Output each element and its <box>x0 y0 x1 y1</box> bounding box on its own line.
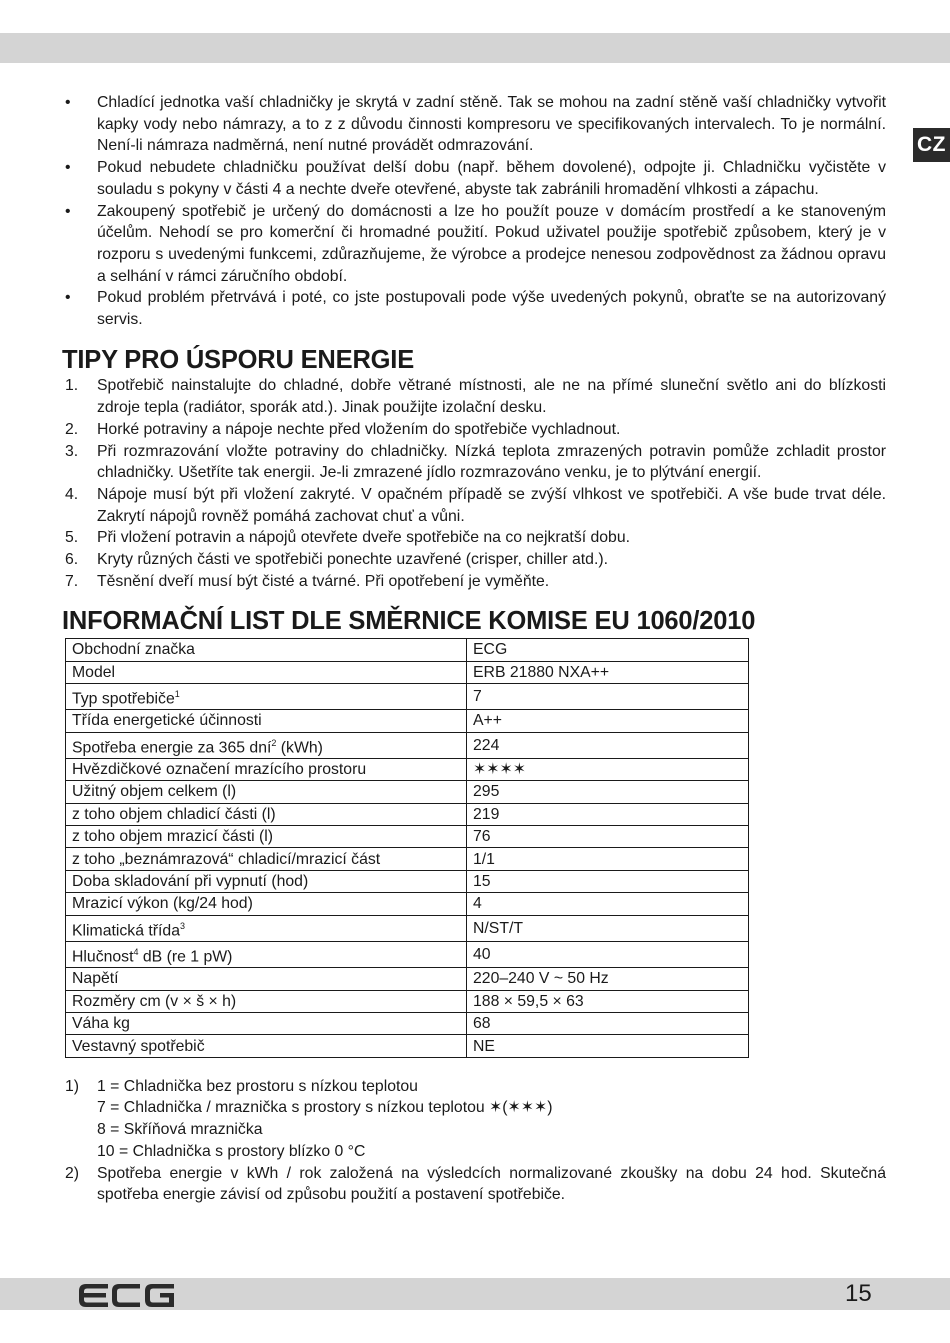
row-label-text: z toho objem chladicí části (l) <box>72 805 276 823</box>
table-row <box>66 893 749 915</box>
row-value: 219 <box>467 803 749 825</box>
row-value: 68 <box>467 1012 749 1034</box>
footnote-line: 1 = Chladnička bez prostoru s nízkou teplotou <box>97 1077 418 1095</box>
table-row <box>66 758 749 780</box>
footnote-line: 10 = Chladnička s prostory blízko 0 °C <box>97 1142 366 1160</box>
row-label-text: Typ spotřebiče <box>72 690 175 708</box>
tip-number: 4. <box>65 485 79 503</box>
row-label <box>66 1035 467 1057</box>
row-value: 188 × 59,5 × 63 <box>467 990 749 1012</box>
top-header-bar <box>0 33 950 63</box>
table-row <box>66 781 749 803</box>
row-label-text: Hvězdičkové označení mrazícího prostoru <box>72 761 367 779</box>
bullet-item: • Zakoupený spotřebič je určený do domácnosti a lze ho použít pouze v domácím prostředí a ke stanoveným účelům. Nehodí se pro komerční či hromadné použití. Pokud uživatel použije spotřebič způsobem, který je v rozporu s uvedenými funkcemi, zdůrazňujeme, že výrobce a prodejce nenesou zodpovědnost za žádnou opravu a selhání v rámci záručního období. <box>62 201 886 288</box>
footnote-line: 8 = Skříňová mraznička <box>97 1121 263 1139</box>
row-label-text: Mrazicí výkon (kg/24 hod) <box>72 895 253 913</box>
row-value: 15 <box>467 870 749 892</box>
table-row <box>66 870 749 892</box>
table-row <box>66 639 749 661</box>
row-label <box>66 893 467 915</box>
footnote <box>62 1076 886 1163</box>
row-value: ECG <box>467 639 749 661</box>
tip-number: 2. <box>65 420 79 438</box>
tips-heading: TIPY PRO ÚSPORU ENERGIE <box>62 345 415 374</box>
info-table <box>65 638 749 1058</box>
row-label <box>66 990 467 1012</box>
tip-item <box>62 375 886 418</box>
row-label-text: Vestavný spotřebič <box>72 1037 205 1055</box>
row-value: NE <box>467 1035 749 1057</box>
row-label <box>66 870 467 892</box>
row-label-text: Hlučnost <box>72 948 134 966</box>
footnote-ref: 3 <box>179 920 185 931</box>
row-label <box>66 803 467 825</box>
footnote-ref: 1 <box>174 688 180 699</box>
row-label-text: Spotřeba energie za 365 dní <box>72 738 272 756</box>
row-label <box>66 915 467 941</box>
ecg-logo <box>79 1284 174 1307</box>
bullet-list <box>62 92 886 331</box>
row-label <box>66 710 467 732</box>
tip-number: 5. <box>65 529 79 547</box>
tip-item <box>62 484 886 527</box>
tip-item <box>62 571 886 593</box>
table-row <box>66 710 749 732</box>
row-label-text: z toho objem mrazicí části (l) <box>72 828 274 846</box>
row-value: 224 <box>467 732 749 758</box>
row-label-text: z toho „beznámrazová“ chladicí/mrazicí část <box>72 850 381 868</box>
page-number: 15 <box>845 1280 872 1307</box>
tip-text: Při vložení potravin a nápojů otevřete dveře spotřebiče na co nejkratší dobu. <box>97 529 631 547</box>
tip-number: 7. <box>65 572 79 590</box>
footnotes <box>62 1076 886 1206</box>
row-label-text: Napětí <box>72 970 119 988</box>
tip-text: Horké potraviny a nápoje nechte před vložením do spotřebiče vychladnout. <box>97 420 621 438</box>
row-label <box>66 639 467 661</box>
row-label-text: Doba skladování při vypnutí (hod) <box>72 873 309 891</box>
row-value: 1/1 <box>467 848 749 870</box>
row-label-text: Klimatická třída <box>72 921 180 939</box>
table-row <box>66 683 749 709</box>
row-value: A++ <box>467 710 749 732</box>
row-label <box>66 826 467 848</box>
table-row <box>66 941 749 967</box>
tip-text: Kryty různých části ve spotřebiči ponechte uzavřené (crisper, chiller atd.). <box>97 551 608 569</box>
row-label <box>66 781 467 803</box>
bullet-item: • Pokud nebudete chladničku používat delší dobu (např. během dovolené), odpojte ji. Chladničku vyčistěte v souladu s pokyny v části 4 a nechte dveře otevřené, abyste tak zabránili hromadění vlhkosti a zápachu. <box>62 157 886 200</box>
bullet-item: • Chladící jednotka vaší chladničky je skrytá v zadní stěně. Tak se mohou na zadní stěně vaší chladničky vytvořit kapky vody nebo námrazy, a to z z důvodu činnosti kompresoru ve specifikovaných intervalech. To je normální. Není-li námraza nadměrná, není nutné provádět odmrazování. <box>62 92 886 157</box>
info-heading: INFORMAČNÍ LIST DLE SMĚRNICE KOMISE EU 1060/2010 <box>62 607 756 636</box>
row-label <box>66 1012 467 1034</box>
footnote-number: 1) <box>65 1077 80 1095</box>
row-label <box>66 848 467 870</box>
table-row <box>66 803 749 825</box>
tip-text: Nápoje musí být při vložení zakryté. V opačném případě se zvýší vlhkost ve spotřebiči. A vše bude trvat déle. Zakrytí nápojů rovněž pomáhá zachovat chuť a vůni. <box>97 485 886 525</box>
tip-text: Spotřebič nainstalujte do chladné, dobře větrané místnosti, ale ne na přímé sluneční světlo ani do blízkosti zdroje tepla (radiátor, sporák atd.). Jinak použijte izolační desku. <box>97 377 886 417</box>
row-value: 76 <box>467 826 749 848</box>
tip-text: Těsnění dveří musí být čisté a tvárné. Při opotřebení je vyměňte. <box>97 572 550 590</box>
footnote <box>62 1163 886 1206</box>
tip-number: 1. <box>65 377 79 395</box>
row-label-text: Třída energetické účinnosti <box>72 712 262 730</box>
row-value: 220–240 V ~ 50 Hz <box>467 968 749 990</box>
row-label <box>66 732 467 758</box>
table-row <box>66 915 749 941</box>
row-value: ERB 21880 NXA++ <box>467 661 749 683</box>
row-value: 4 <box>467 893 749 915</box>
row-label-text: Obchodní značka <box>72 641 195 659</box>
tips-list <box>62 375 886 592</box>
bullet-item: • Pokud problém přetrvává i poté, co jste postupovali pode výše uvedených pokynů, obraťte se na autorizovaný servis. <box>62 287 886 330</box>
row-label-text: Váha kg <box>72 1015 130 1033</box>
tip-item <box>62 527 886 549</box>
footnote-line: Spotřeba energie v kWh / rok založená na výsledcích normalizované zkoušky na dobu 24 hod. Skutečná spotřeba energie závisí od způsobu použití a postavení spotřebiče. <box>97 1164 886 1204</box>
footnote-ref: 2 <box>271 737 277 748</box>
row-value: N/ST/T <box>467 915 749 941</box>
row-label-suffix: dB (re 1 pW) <box>138 948 233 966</box>
table-row <box>66 732 749 758</box>
row-label-text: Užitný objem celkem (l) <box>72 783 237 801</box>
table-row <box>66 661 749 683</box>
row-label-suffix: (kWh) <box>276 738 323 756</box>
row-label <box>66 683 467 709</box>
row-label <box>66 758 467 780</box>
footnote-number: 2) <box>65 1164 80 1182</box>
table-row <box>66 826 749 848</box>
row-value: ✶✶✶✶ <box>467 758 749 780</box>
tip-item <box>62 549 886 571</box>
table-row <box>66 968 749 990</box>
tip-number: 3. <box>65 442 79 460</box>
row-value: 40 <box>467 941 749 967</box>
table-row <box>66 1035 749 1057</box>
row-label-text: Model <box>72 663 116 681</box>
row-label <box>66 941 467 967</box>
footnote-line: 7 = Chladnička / mraznička s prostory s nízkou teplotou ✶(✶✶✶) <box>97 1099 553 1117</box>
row-label <box>66 968 467 990</box>
row-value: 295 <box>467 781 749 803</box>
page-content <box>62 92 886 1206</box>
tip-number: 6. <box>65 551 79 569</box>
row-label <box>66 661 467 683</box>
tip-text: Při rozmrazování vložte potraviny do chladničky. Nízká teplota zmrazených potravin pomůže zchladit prostor chladničky. Ušetříte tak energii. Je-li zmrazené jídlo rozmrazováno venku, je to plýtvání energií. <box>97 442 886 482</box>
table-row <box>66 1012 749 1034</box>
language-tab: CZ <box>913 128 950 162</box>
row-value: 7 <box>467 683 749 709</box>
row-label-text: Rozměry cm (v × š × h) <box>72 992 237 1010</box>
tip-item <box>62 441 886 484</box>
footnote-ref: 4 <box>133 946 139 957</box>
table-row <box>66 848 749 870</box>
tip-item <box>62 419 886 441</box>
table-row <box>66 990 749 1012</box>
